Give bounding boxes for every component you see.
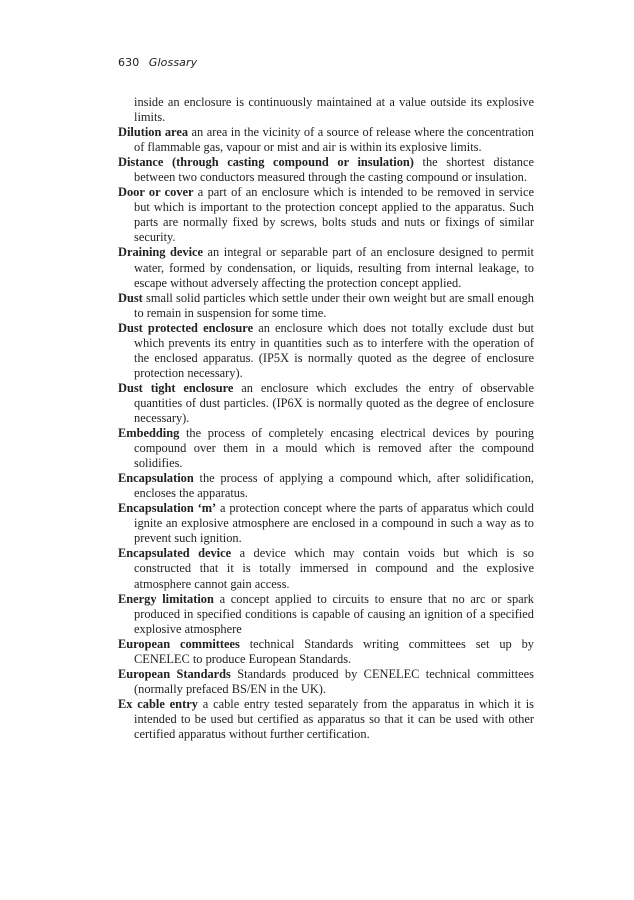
glossary-body [118,95,534,742]
glossary-definition: a part of an enclosure which is intended to be removed in service but which is important to the protection concept applied to the apparatus. Such parts are normally fixed by screws, bolts studs and nuts or fixings of similar security. [134,185,534,245]
glossary-entry [118,125,534,155]
glossary-definition: the process of applying a compound which, after solidification, encloses the apparatus. [134,471,534,501]
glossary-definition: technical Standards writing committees set up by CENELEC to produce European Standards. [134,636,534,666]
glossary-entry [118,697,534,742]
glossary-definition: a device which may contain voids but which is so constructed that it is totally immersed in compound and the explosive atmosphere cannot gain access. [134,546,534,591]
glossary-definition: a protection concept where the parts of apparatus which could ignite an explosive atmosphere are enclosed in a compound in such a way as to prevent such ignition. [134,501,534,546]
glossary-entry [118,667,534,697]
glossary-term: Dilution area [118,125,189,140]
glossary-definition: an area in the vicinity of a source of release where the concentration of flammable gas, vapour or mist and air is within its explosive limits. [134,125,534,155]
glossary-entry [118,321,534,381]
glossary-entry [118,381,534,426]
glossary-term: Encapsulated device [118,546,232,561]
page-number: 630 [118,56,140,69]
glossary-definition: a cable entry tested separately from the apparatus in which it is intended to be used but certified as apparatus so that it can be used with other certified apparatus without further certification. [134,696,534,741]
glossary-entry [118,471,534,501]
glossary-entry [118,637,534,667]
glossary-entry [118,155,534,185]
glossary-term: Ex cable entry [118,696,198,711]
glossary-entry [118,245,534,290]
section-title: Glossary [148,56,198,69]
glossary-entry [118,185,534,245]
glossary-definition: the process of completely encasing electrical devices by pouring compound over them in a mould which is removed after the compound solidifies. [134,426,534,471]
glossary-term: Dust [118,290,143,305]
glossary-entry [118,592,534,637]
glossary-term: Door or cover [118,185,194,200]
glossary-definition: a concept applied to circuits to ensure that no arc or spark produced in specified conditions is capable of causing an ignition of a specified explosive atmosphere [134,591,534,636]
glossary-definition: an enclosure which excludes the entry of observable quantities of dust particles. (IP6X is normally quoted as the degree of enclosure necessary). [134,380,534,425]
glossary-term: Distance (through casting compound or insulation) [118,155,414,170]
glossary-definition: Standards produced by CENELEC technical committees (normally prefaced BS/EN in the UK). [134,666,534,696]
glossary-term: Draining device [118,245,204,260]
glossary-definition: an enclosure which does not totally exclude dust but which prevents its entry in quantities such as to interfere with the operation of the enclosed apparatus. (IP5X is normally quoted as the degree of enclosure protection necessary). [134,320,534,380]
glossary-entry [118,501,534,546]
glossary-definition: small solid particles which settle under their own weight but are small enough to remain in suspension for some time. [134,290,534,320]
glossary-entry [118,546,534,591]
glossary-term: Encapsulation ‘m’ [118,501,217,516]
glossary-term: Dust tight enclosure [118,380,234,395]
glossary-term: Encapsulation [118,471,194,486]
glossary-term: Dust protected enclosure [118,320,254,335]
glossary-definition: an integral or separable part of an enclosure designed to permit water, formed by condensation, or liquids, resulting from internal leakage, to escape without adversely affecting the protection concept applied. [134,245,534,290]
glossary-entries [118,125,534,742]
glossary-term: European committees [118,636,240,651]
glossary-term: European Standards [118,666,231,681]
glossary-term: Embedding [118,426,180,441]
glossary-term: Energy limitation [118,591,214,606]
glossary-entry [118,291,534,321]
running-head [118,56,197,69]
glossary-definition: the shortest distance between two conductors measured through the casting compound or insulation. [134,155,535,185]
glossary-entry [118,426,534,471]
continuation-text: inside an enclosure is continuously maintained at a value outside its explosive limits. [134,95,534,125]
